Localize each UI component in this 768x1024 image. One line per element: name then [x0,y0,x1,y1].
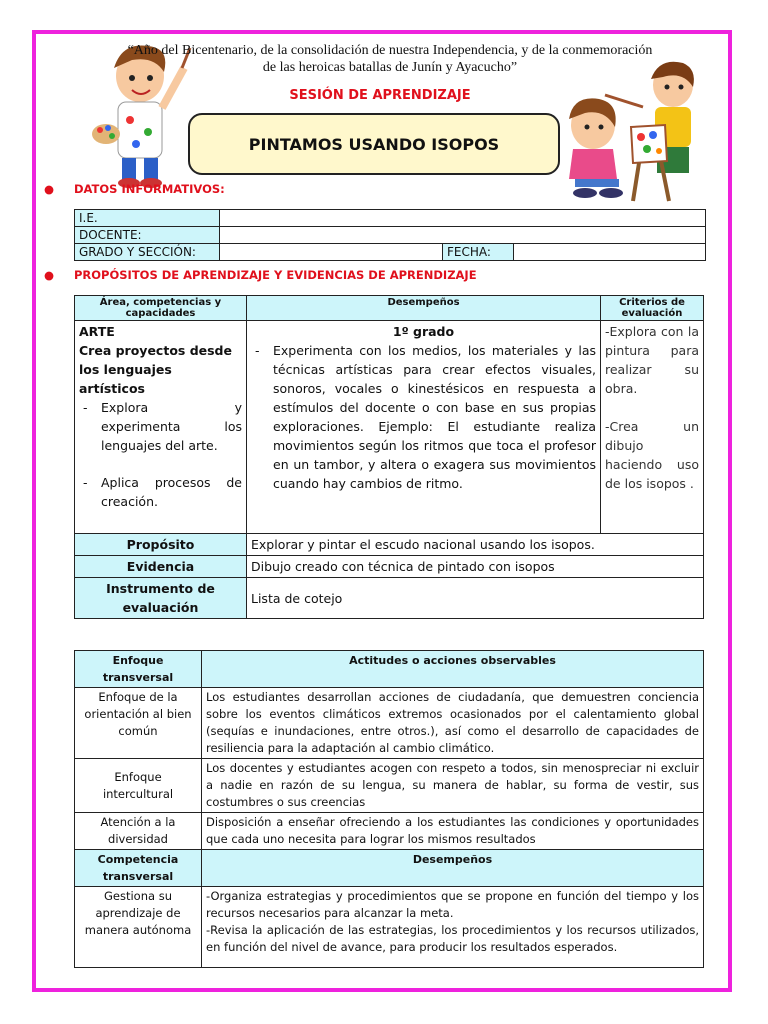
enfoque-text: Los docentes y estudiantes acogen con respeto a todos, sin menospreciar ni excluir a nadie en razón de su lengua, su manera de hablar, su forma de vestir, sus costumbres o sus creencias [202,759,704,813]
col-desempenos-2-header: Desempeños [202,850,704,887]
criterio-1: -Explora con la pintura para realizar su obra. [605,324,699,396]
fecha-value[interactable] [514,244,706,261]
page-title [188,113,560,175]
col-actitudes-header: Actitudes o acciones observables [202,651,704,688]
fecha-label: FECHA: [443,244,514,261]
ie-value[interactable] [220,210,706,227]
competencia-desempeno-2: -Revisa la aplicación de las estrategias, los procedimientos y los recursos utilizados, en función del nivel de avance, para producir los resultados esperados. [206,923,699,954]
session-label: SESIÓN DE APRENDIZAJE [289,88,471,103]
motto-line-1: “Año del Bicentenario, de la consolidación de nuestra Independencia, y de la conmemoración [127,43,653,58]
enfoque-text: Los estudiantes desarrollan acciones de ciudadanía, que demuestren conciencia sobre los eventos climáticos extremos ocasionados por el calentamiento global (sequías e inundaciones, entre otros.), así como el desarrollo de capacidades de resiliencia para la adaptación al cambio climático. [202,688,704,759]
enfoque-name: Enfoque de la orientación al bien común [75,688,202,759]
col-enfoque-header: Enfoque transversal [75,651,202,688]
grado-value[interactable] [220,244,443,261]
competencia-desempeno-1: -Organiza estrategias y procedimientos que se propone en función del tiempo y los recursos necesarios para alcanzar la meta. [206,889,699,920]
enfoque-name: Enfoque intercultural [75,759,202,813]
motto-text [90,42,690,76]
capacidad-item: - Explora y experimenta los lenguajes del arte. [101,398,242,455]
grado-title: 1º grado [392,324,455,339]
desempeno-text: - Experimenta con los medios, los materiales y las técnicas artísticas para crear efectos visuales, sonoros, vocales o kinestésicos en respuesta a estímulos del docente o con base en sus propias exploraciones. Ejemplo: El estudiante realiza movimientos según los ritmos que toca el profesor en un tambor, y altera o exagera sus movimientos cuando hay cambios de ritmo. [273,341,596,493]
instrumento-value: Lista de cotejo [247,578,704,619]
col-area-header: Área, competencias y capacidades [75,296,247,321]
criterios-cell [601,321,704,534]
enfoques-table [74,650,704,968]
enfoque-text: Disposición a enseñar ofreciendo a los estudiantes las condiciones y oportunidades que cada uno necesita para lograr los mismos resultados [202,813,704,850]
proposito-label: Propósito [75,534,247,556]
desempeno-cell [247,321,601,534]
col-competencia-header: Competencia transversal [75,850,202,887]
enfoque-name: Atención a la diversidad [75,813,202,850]
docente-label: DOCENTE: [75,227,220,244]
area-name: ARTE [79,324,115,339]
capacidades-list [79,398,242,511]
instrumento-label: Instrumento de evaluación [75,578,247,619]
section-propositos-label: PROPÓSITOS DE APRENDIZAJE Y EVIDENCIAS DE APRENDIZAJE [74,268,477,282]
col-desempenos-header: Desempeños [247,296,601,321]
painting-kids-illustration [555,55,715,205]
competencia-name: Gestiona su aprendizaje de manera autónoma [75,887,202,968]
capacidad-item: - Aplica procesos de creación. [101,473,242,511]
area-cell [75,321,247,534]
ie-label: I.E. [75,210,220,227]
col-criterios-header: Criterios de evaluación [601,296,704,321]
section-datos-label: DATOS INFORMATIVOS: [74,182,225,196]
section-propositos-heading: ● PROPÓSITOS DE APRENDIZAJE Y EVIDENCIAS DE APRENDIZAJE [44,268,477,282]
docente-value[interactable] [220,227,706,244]
propositos-table [74,295,704,619]
evidencia-label: Evidencia [75,556,247,578]
section-datos-heading: ● DATOS INFORMATIVOS: [44,182,225,196]
criterio-2: -Crea un dibujo haciendo uso de los isopos . [605,419,699,491]
evidencia-value: Dibujo creado con técnica de pintado con isopos [247,556,704,578]
grado-label: GRADO Y SECCIÓN: [75,244,220,261]
competencia-desempenos [202,887,704,968]
motto-line-2: de las heroicas batallas de Junín y Ayacucho” [262,60,518,75]
competencia-name: Crea proyectos desde los lenguajes artísticos [79,343,232,396]
page-title-text: PINTAMOS USANDO ISOPOS [248,134,500,154]
proposito-value: Explorar y pintar el escudo nacional usando los isopos. [247,534,704,556]
datos-table [74,209,706,261]
